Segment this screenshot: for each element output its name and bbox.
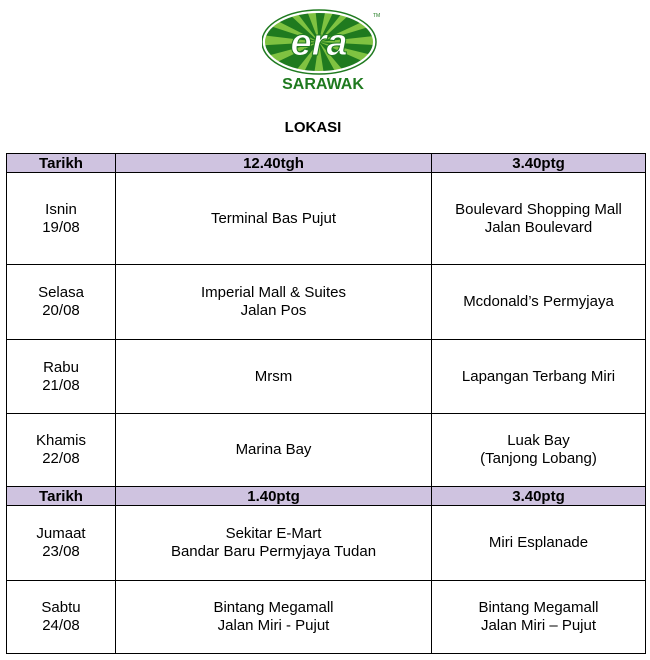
- table-row: [7, 265, 646, 340]
- logo-brand-text: era: [290, 22, 348, 64]
- slot1-cell: [116, 506, 432, 581]
- location-line: Jalan Miri - Pujut: [217, 617, 330, 634]
- location-line: Bandar Baru Permyjaya Tudan: [170, 543, 377, 560]
- slot2-cell: [432, 414, 646, 487]
- day-name: Jumaat: [36, 525, 86, 542]
- location-line: Bintang Megamall: [213, 599, 334, 616]
- page-title: LOKASI: [284, 119, 342, 136]
- day-cell: [7, 265, 116, 340]
- slot1-cell: [116, 340, 432, 414]
- day-name: Khamis: [35, 432, 87, 449]
- day-date: 22/08: [42, 450, 80, 467]
- table-row: [7, 581, 646, 654]
- location-line: Imperial Mall & Suites: [200, 284, 347, 301]
- header-slot2: 3.40ptg: [432, 487, 646, 506]
- day-name: Selasa: [38, 284, 84, 301]
- header-slot1: 12.40tgh: [116, 154, 432, 173]
- location-line: Bintang Megamall: [478, 599, 599, 616]
- day-date: 24/08: [42, 617, 80, 634]
- location-line: Mcdonald’s Permyjaya: [463, 293, 614, 310]
- header-slot2: 3.40ptg: [432, 154, 646, 173]
- table-row: [7, 340, 646, 414]
- slot2-cell: [432, 340, 646, 414]
- table-row: [7, 506, 646, 581]
- day-cell: [7, 581, 116, 654]
- table-row: [7, 173, 646, 265]
- header-slot1: 1.40ptg: [116, 487, 432, 506]
- header-day: Tarikh: [7, 154, 116, 173]
- day-name: Isnin: [45, 200, 77, 218]
- slot1-cell: [116, 414, 432, 487]
- day-cell: [7, 414, 116, 487]
- logo-trademark: TM: [373, 13, 381, 19]
- location-line: Jalan Pos: [240, 302, 307, 319]
- location-line: Miri Esplanade: [488, 534, 589, 551]
- section-header-row: [7, 487, 646, 506]
- day-cell: [7, 173, 116, 265]
- slot2-cell: [432, 173, 646, 265]
- day-name: Sabtu: [41, 599, 81, 616]
- day-cell: [7, 506, 116, 581]
- table-row: [7, 414, 646, 487]
- header-day: Tarikh: [7, 487, 116, 506]
- location-line: Lapangan Terbang Miri: [461, 367, 616, 385]
- slot2-cell: [432, 265, 646, 340]
- location-line: Marina Bay: [235, 441, 312, 458]
- day-date: 19/08: [42, 218, 80, 236]
- day-name: Rabu: [43, 358, 79, 376]
- location-line: (Tanjong Lobang): [480, 450, 597, 467]
- location-line: Boulevard Shopping Mall: [455, 200, 622, 218]
- location-line: Jalan Boulevard: [484, 218, 593, 236]
- schedule-table: [6, 153, 646, 654]
- location-line: Sekitar E-Mart: [225, 525, 322, 542]
- era-sarawak-logo: [262, 8, 382, 98]
- day-date: 21/08: [42, 376, 80, 394]
- location-line: Mrsm: [254, 367, 293, 385]
- day-date: 23/08: [42, 543, 80, 560]
- section-header-row: [7, 154, 646, 173]
- slot1-cell: [116, 265, 432, 340]
- slot1-cell: [116, 173, 432, 265]
- day-cell: [7, 340, 116, 414]
- location-line: Jalan Miri – Pujut: [480, 617, 597, 634]
- slot2-cell: [432, 506, 646, 581]
- slot1-cell: [116, 581, 432, 654]
- location-line: Luak Bay: [507, 432, 570, 449]
- slot2-cell: [432, 581, 646, 654]
- day-date: 20/08: [42, 302, 80, 319]
- logo-sub-text: SARAWAK: [282, 76, 364, 93]
- location-line: Terminal Bas Pujut: [210, 209, 337, 227]
